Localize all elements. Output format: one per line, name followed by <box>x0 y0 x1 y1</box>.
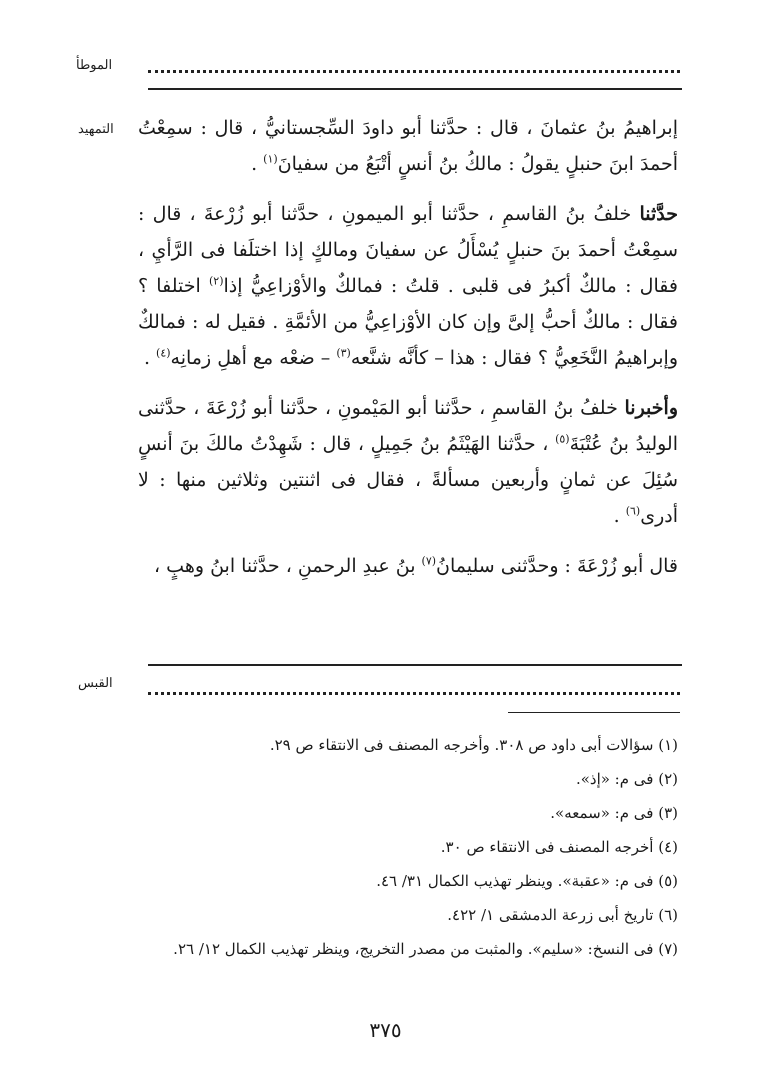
paragraph-text: بنُ عبدِ الرحمنِ ، حدَّثنا ابنُ وهبٍ ، <box>154 555 422 577</box>
paragraph-4 <box>138 548 678 584</box>
footnote-marker: (٣) <box>336 346 351 360</box>
side-label-tamhid: التمهيد <box>78 122 114 137</box>
footnote-5: (٥) فى م: «عقبة». وينظر تهذيب الكمال ٣١/ ٤٦. <box>376 872 678 890</box>
paragraph-text: . <box>251 153 264 175</box>
paragraph-text: . <box>613 505 626 527</box>
paragraph-lead-word: وأخبرنا <box>624 397 678 419</box>
footnote-marker: (١) <box>263 152 278 166</box>
footnote-3: (٣) فى م: «سمعه». <box>550 804 678 822</box>
paragraph-3 <box>138 390 678 534</box>
header-rule <box>148 88 682 90</box>
paragraph-text: ، حدَّثنا الهَيْثَمُ بنُ جَمِيلٍ ، قال : شَهِدْتُ مالكَ بنَ أنسٍ سُئِلَ عن ثمانٍ وأربعين مسألةً ، فقال فى اثنتين وثلاثين منها : لا أدرى <box>138 433 678 527</box>
footnote-1: (١) سؤالات أبى داود ص ٣٠٨. وأخرجه المصنف فى الانتقاء ص ٢٩. <box>269 736 678 754</box>
qabas-dotted-leader <box>148 682 680 695</box>
paragraph-2 <box>138 196 678 376</box>
main-text <box>138 110 678 598</box>
footnotes <box>138 728 678 966</box>
footnote-separator <box>508 712 680 713</box>
paragraph-text: اختلفا ؟ فقال : مالكٌ أحبُّ إلىَّ وإن كان الأوْزاعِيُّ من الأئمَّةِ . فقيل له : فمالكٌ وإبراهيمُ النَّخَعِيُّ ؟ فقال : هذا – كأنَّه شنَّعه <box>138 275 678 369</box>
footnote-marker: (٢) <box>208 274 224 288</box>
side-label-qabas: القبس <box>78 676 113 691</box>
header-dotted-leader <box>148 60 680 73</box>
footnote-2: (٢) فى م: «إذ». <box>575 770 678 788</box>
paragraph-text: – ضعْه مع أهلِ زمانِه <box>170 347 337 369</box>
footnote-marker: (٥) <box>555 432 570 446</box>
paragraph-text: . <box>143 347 157 369</box>
paragraph-1 <box>138 110 678 182</box>
footnote-marker: (٤) <box>156 346 171 360</box>
footnote-marker: (٦) <box>625 504 641 518</box>
page-number: ٣٧٥ <box>369 1018 402 1042</box>
paragraph-lead-word: حدَّثنا <box>639 203 678 225</box>
footnote-6: (٦) تاريخ أبى زرعة الدمشقى ١/ ٤٢٢. <box>447 906 678 924</box>
paragraph-text: خلفُ بنُ القاسمِ ، حدَّثنا أبو المَيْمونِ ، حدَّثنا أبو زُرْعَةَ ، حدَّثنى الوليدُ بنُ عُتْبَةَ <box>138 397 678 455</box>
paragraph-text: قال أبو زُرْعَةَ : وحدَّثنى سليمانُ <box>436 555 678 577</box>
running-header-label: الموطأ <box>76 58 113 73</box>
section-rule <box>148 664 682 666</box>
footnote-marker: (٧) <box>421 554 437 568</box>
paragraph-text: خلفُ بنُ القاسمِ ، حدَّثنا أبو الميمونِ ، حدَّثنا أبو زُرْعةَ ، قال : سمِعْتُ أحمدَ بنَ حنبلٍ يُسْأَلُ عن سفيانَ ومالكٍ إذا اختلَفا فى الرَّأيِ ، فقال : مالكٌ أكبرُ فى قلبى . قلتُ : فمالكٌ والأوْزاعِيُّ إذا <box>138 203 678 297</box>
footnote-4: (٤) أخرجه المصنف فى الانتقاء ص ٣٠. <box>440 838 678 856</box>
paragraph-text: إبراهيمُ بنُ عثمانَ ، قال : حدَّثنا أبو داودَ السِّجستانيُّ ، قال : سمِعْتُ أحمدَ ابنَ حنبلٍ يقولُ : مالكُ بنُ أنسٍ أتْبَعُ من سفيانَ <box>138 117 678 175</box>
footnote-7: (٧) فى النسخ: «سليم». والمثبت من مصدر التخريج، وينظر تهذيب الكمال ١٢/ ٢٦. <box>173 940 678 958</box>
